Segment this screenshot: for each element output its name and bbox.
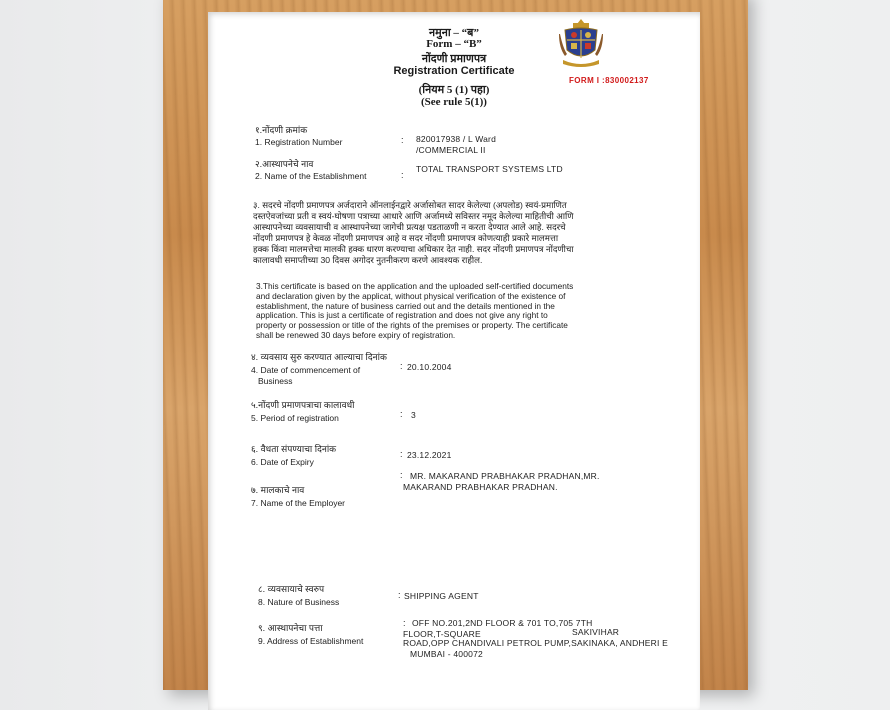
expiry-date-label-marathi: ६. वैधता संपण्याचा दिनांक	[251, 444, 337, 454]
address-value-line1: OFF NO.201,2ND FLOOR & 701 TO,705 7TH	[412, 618, 593, 628]
rule-marathi: (नियम 5 (1) पहा)	[418, 84, 490, 96]
business-nature-value: SHIPPING AGENT	[404, 591, 479, 601]
commencement-date-label-line2: Business	[258, 376, 293, 386]
business-nature-label-marathi: ८. व्यवसायाचे स्वरुप	[258, 584, 325, 594]
picture-frame	[163, 0, 748, 690]
commencement-date-value: 20.10.2004	[407, 362, 452, 372]
address-value-line2b: SAKIVIHAR	[572, 627, 620, 637]
address-label-marathi: ९. आस्थापनेचा पत्ता	[258, 623, 323, 633]
address-value-line3: ROAD,OPP CHANDIVALI PETROL PUMP,SAKINAKA, ANDHERI E	[403, 638, 668, 648]
establishment-name-label: 2. Name of the Establishment	[255, 171, 367, 181]
address-label: 9. Address of Establishment	[258, 636, 364, 646]
employer-name-value-line2: MAKARAND PRABHAKAR PRADHAN.	[403, 482, 558, 492]
colon: :	[401, 135, 404, 145]
registration-number-label: 1. Registration Number	[255, 137, 343, 147]
colon: :	[403, 618, 406, 628]
employer-name-label: 7. Name of the Employer	[251, 498, 346, 508]
establishment-name-value: TOTAL TRANSPORT SYSTEMS LTD	[416, 164, 563, 174]
title-english: Registration Certificate	[393, 65, 515, 77]
registration-ward-value: /COMMERCIAL II	[416, 145, 486, 155]
registration-number-value: 820017938 / L Ward	[416, 134, 496, 144]
colon: :	[401, 170, 404, 180]
colon: :	[398, 590, 401, 600]
employer-name-value-line1: MR. MAKARAND PRABHAKAR PRADHAN,MR.	[410, 471, 600, 481]
declaration-marathi: ३. सदरचे नोंदणी प्रमाणपत्र अर्जदाराने ऑनलाईनद्वारे अर्जासोबत सादर केलेल्या (अपलोड) स्वयं-प्रमाणित दस्तऐवजांच्या प्रती व स्वयं-घोषणा पत्राच्या आधारे आणि अर्जामध्ये सविस्तर नमूद केलेल्या माहितीची आणि आस्थापनेच्या व्यवसायाची व आस्थापनेच्या जागेची प्रत्यक्ष पडताळणी न करता देण्यात आले आहे. सदरचे नोंदणी प्रमाणपत्र हे केवळ नोंदणी प्रमाणपत्र आहे व सदर नोंदणी प्रमाणपत्र कोणत्याही प्रकारे मालमत्ता हक्क किंवा मालमत्तेचा मालकी हक्क धारण करण्याचा अधिकार देत नाही. सदर नोंदणी प्रमाणपत्र नोंदणीचा कालावधी समाप्तीच्या 30 दिवस अगोदर नुतनीकरण करणे आवश्यक राहील.	[253, 200, 574, 265]
registration-number-label-marathi: १.नोंदणी क्रमांक	[255, 125, 308, 135]
employer-name-label-marathi: ७. मालकाचे नाव	[251, 485, 305, 495]
certificate-paper	[208, 12, 700, 710]
registration-certificate	[208, 12, 700, 692]
business-nature-label: 8. Nature of Business	[258, 597, 340, 607]
establishment-name-label-marathi: २.आस्थापनेचे नाव	[255, 159, 314, 169]
address-value-line4: MUMBAI - 400072	[410, 649, 483, 659]
expiry-date-label: 6. Date of Expiry	[251, 457, 314, 467]
address-value-line2: FLOOR,T-SQUARE	[403, 629, 481, 639]
declaration-english: 3.This certificate is based on the application and the uploaded self-certified documents and declaration given by the applicat, without physical verification of the existence of establishment, the nature of business carried out and the details mentioned in the application. This is just a certificate of registration and does not give any right to property or possession or title of the rights of the premises or property. The certificate shall be renewed 30 days before expiry of registration.	[256, 281, 574, 340]
registration-period-value: 3	[411, 410, 416, 420]
rule-english: (See rule 5(1))	[421, 96, 487, 108]
colon: :	[400, 449, 403, 459]
form-label-marathi: नमुना – “ब”	[429, 27, 479, 39]
form-number: FORM I :830002137	[569, 76, 649, 85]
form-label-english: Form – “B”	[426, 38, 482, 50]
expiry-date-value: 23.12.2021	[407, 450, 452, 460]
colon: :	[400, 361, 403, 371]
commencement-date-label-marathi: ४. व्यवसाय सुरु करण्यात आल्याचा दिनांक	[251, 352, 387, 362]
commencement-date-label: 4. Date of commencement of	[251, 365, 361, 375]
colon: :	[400, 409, 403, 419]
registration-period-label-marathi: ५.नोंदणी प्रमाणपत्राचा कालावधी	[251, 400, 355, 410]
registration-period-label: 5. Period of registration	[251, 413, 339, 423]
colon: :	[400, 470, 403, 480]
title-marathi: नोंदणी प्रमाणपत्र	[421, 53, 487, 65]
